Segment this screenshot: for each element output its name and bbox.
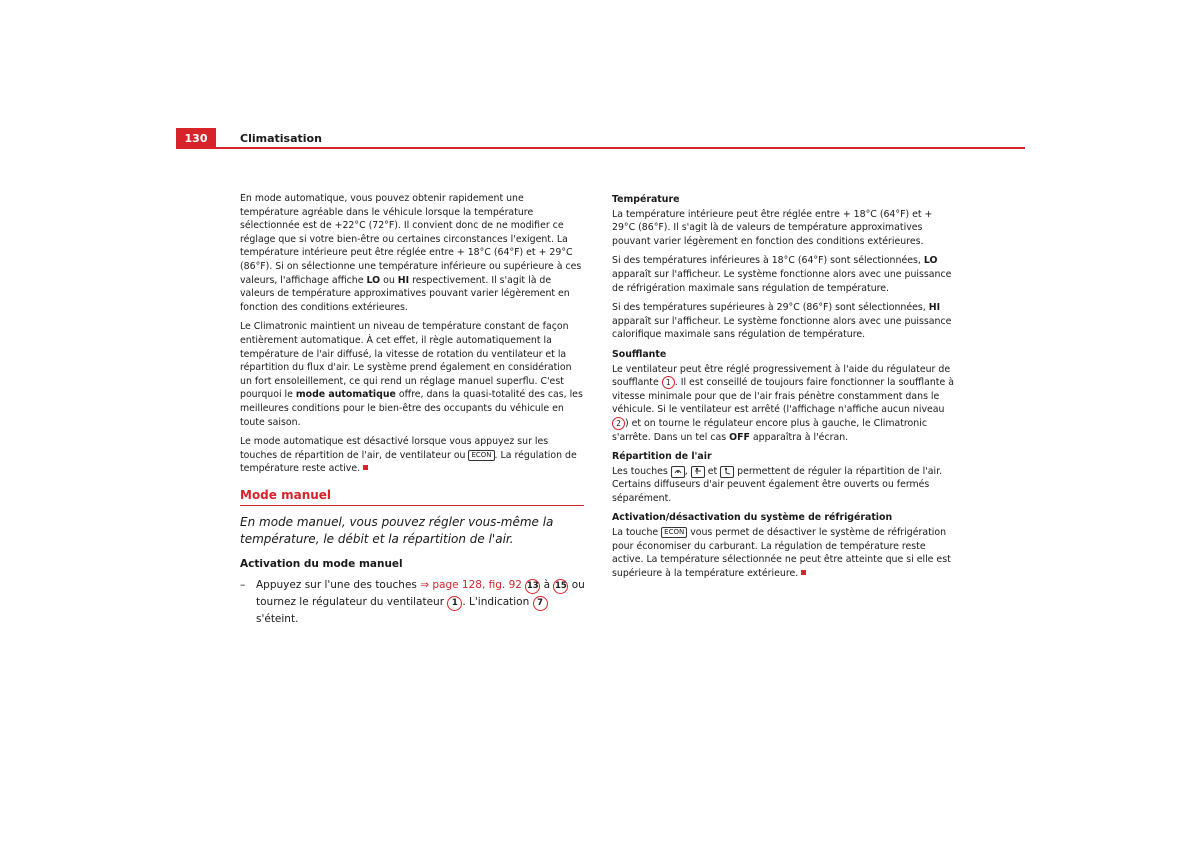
heading-air-distribution: Répartition de l'air — [612, 451, 712, 463]
windshield-air-icon — [671, 466, 685, 478]
heading-temperature: Température — [612, 194, 680, 205]
callout-13: 13 — [525, 579, 540, 594]
section-title: Mode manuel — [240, 488, 584, 506]
heading-fan: Soufflante — [612, 348, 667, 360]
paragraph-auto-off: Le mode automatique est désactivé lorsque vous appuyez sur les touches de répartition de l'air, de ventilateur ou ECON . La régulation de température reste active. — [240, 436, 577, 475]
paragraph-temp-hi: Si des températures supérieures à 29°C (86°F) sont sélectionnées, HI apparaît sur l'afficheur. Le système fonctionne alors avec une puissance calorifique maximale sans régulation de température. — [612, 302, 952, 341]
step-dash: – — [240, 579, 246, 591]
econ-key: ECON — [468, 450, 494, 461]
callout-7: 7 — [533, 596, 548, 611]
paragraph-temp-lo: Si des températures inférieures à 18°C (64°F) sont sélectionnées, LO apparaît sur l'afficheur. Le système fonctionne alors avec une puissance de réfrigération maximale sans régulation de température. — [612, 255, 952, 294]
right-column — [612, 193, 956, 586]
sub-title-activation: Activation du mode manuel — [240, 558, 403, 570]
chapter-title: Climatisation — [240, 132, 322, 145]
paragraph-climatronic: Le Climatronic maintient un niveau de température constant de façon entièrement automatique. À cet effet, il règle automatiquement la température de l'air diffusé, la vitesse de rotation du ventilateur et la répartition du flux d'air. Le système prend également en considération un fort ensoleillement, ce qui rend un réglage manuel superflu. C'est pourquoi le mode automatique offre, dans la quasi-totalité des cas, les meilleures conditions pour le bien-être des occupants du véhicule en toute saison. — [240, 321, 583, 428]
end-mark — [801, 570, 806, 575]
callout-15: 15 — [553, 579, 568, 594]
upper-air-icon — [691, 466, 705, 478]
paragraph-temp-range: La température intérieure peut être réglée entre + 18°C (64°F) et + 29°C (86°F). Il s'agit là de valeurs de température approximatives pouvant varier légèrement en fonction des conditions extérieures. — [612, 208, 933, 247]
end-mark — [363, 465, 368, 470]
callout-2: 2 — [612, 417, 625, 430]
left-column — [240, 192, 584, 482]
econ-key: ECON — [661, 527, 687, 538]
callout-1: 1 — [447, 596, 462, 611]
callout-1: 1 — [662, 376, 675, 389]
paragraph-auto-mode: En mode automatique, vous pouvez obtenir rapidement une température agréable dans le véhicule lorsque la température sélectionnée est de +22°C (72°F). Il convient donc de ne modifier ce réglage que si votre bien-être ou certaines circonstances l'exigent. La température intérieure peut être réglée entre + 18°C (64°F) et + 29°C (86°F). Si on sélectionne une température inférieure ou supérieure à ces valeurs, l'affichage affiche LO ou HI respectivement. Il s'agit là de valeurs de température approximatives pouvant varier légèrement en fonction des conditions extérieures. — [240, 193, 582, 313]
paragraph-ac: La touche ECON vous permet de désactiver le système de réfrigération pour économiser du carburant. La régulation de température reste active. La température sélectionnée ne peut être atteinte que si elle est supérieure à la température extérieure. — [612, 527, 951, 579]
section-intro: En mode manuel, vous pouvez régler vous-même la température, le débit et la répartition de l'air. — [240, 515, 554, 546]
paragraph-air-distribution: Les touches , et permettent de réguler la répartition de l'air. Certains diffuseurs d'air peuvent également être ouverts ou fermés séparément. — [612, 465, 943, 504]
header-rule — [176, 147, 1025, 149]
footwell-air-icon — [720, 466, 734, 478]
page-link[interactable]: ⇒ page 128, fig. 92 — [420, 579, 522, 591]
heading-ac: Activation/désactivation du système de réfrigération — [612, 512, 893, 524]
step-item: – Appuyez sur l'une des touches ⇒ page 128, fig. 92 13 à 15 ou tournez le régulateur du ventilateur 1 . L'indication 7 s'éteint. — [240, 579, 585, 625]
page-number: 130 — [176, 128, 216, 149]
paragraph-fan: Le ventilateur peut être réglé progressivement à l'aide du régulateur de soufflante 1 . Il est conseillé de toujours faire fonctionner la soufflante à vitesse minimale pour que de l'air frais pénètre constamment dans le véhicule. Si le ventilateur est arrêté (l'affichage n'affiche aucun niveau 2 ) et on tourne le régulateur encore plus à gauche, le Climatronic s'arrête. Dans un tel cas OFF apparaîtra à l'écran. — [612, 363, 954, 443]
